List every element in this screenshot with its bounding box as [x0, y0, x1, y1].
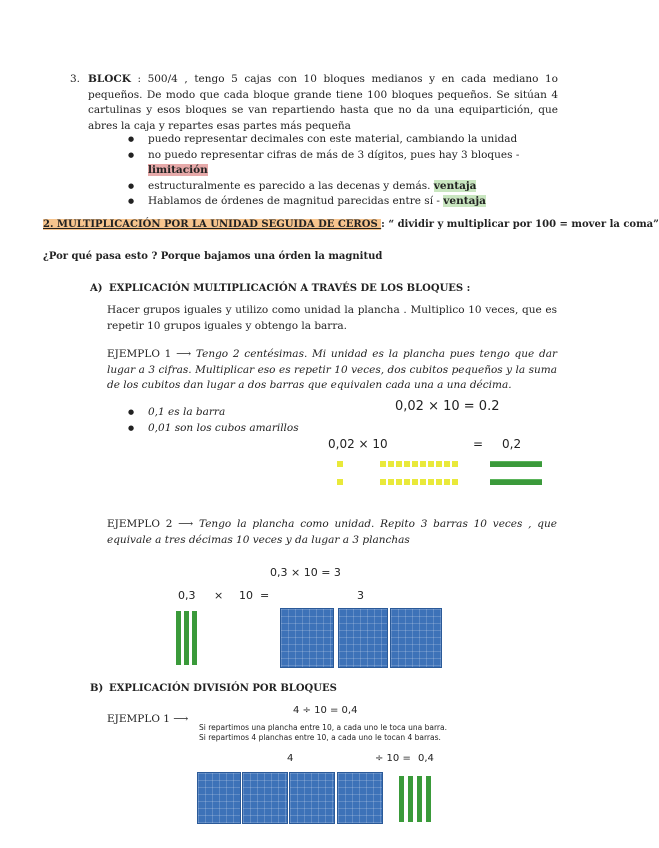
ex2-a: 0,3 — [178, 589, 196, 602]
green-rod — [417, 776, 422, 822]
ex2-eqsign: = — [260, 589, 270, 602]
ex2-b: 10 — [239, 589, 253, 602]
sectionB-right: 0,4 — [418, 753, 434, 764]
blue-plate — [197, 772, 241, 824]
sectionB-example1: EJEMPLO 1 ⟶ — [107, 713, 189, 725]
tag-ventaja: ventaja — [443, 195, 486, 207]
ex1-eqsign: = — [473, 437, 484, 451]
small-cube — [337, 461, 343, 467]
green-bar — [490, 461, 542, 467]
green-rod — [426, 776, 431, 822]
sectionA-title: EXPLICACIÓN MULTIPLICACIÓN A TRAVÉS DE LOS BLOQUES : — [109, 283, 471, 294]
ex1-text: Tengo 2 centésimas. Mi unidad es la plancha pues tengo que dar lugar a 3 cifras. Multiplicar eso es repetir 10 veces, dos cubitos pequeños y la suma de los cubitos dan lugar a dos barras que equivalen cada una a una décima. — [107, 348, 557, 391]
sectionB-letter: B) — [90, 683, 104, 694]
sectionB-left: 4 — [287, 753, 294, 764]
sectionB-note1: Si repartimos una plancha entre 10, a cada uno le toca una barra. — [199, 723, 447, 732]
item3-label: BLOCK — [88, 73, 131, 85]
ex2-equation: 0,3 × 10 = 3 — [270, 566, 341, 579]
cube-row — [380, 461, 460, 467]
green-rod — [408, 776, 413, 822]
cube-row — [380, 479, 460, 485]
ex1-left: 0,02 × 10 — [328, 437, 388, 451]
blue-plate — [289, 772, 335, 824]
blue-plate — [338, 608, 388, 668]
sectionA-letter: A) — [90, 283, 103, 294]
sectionB-note2: Si repartimos 4 planchas entre 10, a cada uno le tocan 4 barras. — [199, 733, 441, 742]
list-item: ● 0,01 son los cubos amarillos — [128, 421, 328, 437]
green-rod — [192, 611, 197, 665]
tag-limitacion: limitación — [148, 164, 208, 176]
sectionB-op: ÷ 10 = — [375, 753, 411, 764]
green-rod — [399, 776, 404, 822]
list-item: ● 0,1 es la barra — [128, 405, 328, 421]
sectionA-example1 — [107, 347, 557, 394]
green-rod — [176, 611, 181, 665]
section2-heading — [43, 219, 659, 230]
blue-plate — [337, 772, 383, 824]
section2-question: ¿Por qué pasa esto ? Porque bajamos una órden la magnitud — [43, 251, 383, 262]
green-bar — [490, 479, 542, 485]
blue-plate — [242, 772, 288, 824]
sectionB-equation: 4 ÷ 10 = 0,4 — [293, 705, 358, 716]
list-item: ● puedo representar decimales con este material, cambiando la unidad — [128, 132, 548, 148]
blue-plate — [280, 608, 334, 668]
list-item: ● estructuralmente es parecido a las decenas y demás. ventaja — [128, 179, 548, 195]
ex2-x: × — [214, 589, 224, 602]
list-item: ● Hablamos de órdenes de magnitud parecidas entre sí - ventaja — [128, 194, 548, 210]
sectionA-intro: Hacer grupos iguales y utilizo como unidad la plancha . Multiplico 10 veces, que es repetir 10 grupos iguales y obtengo la barra. — [107, 304, 557, 332]
section2-subtitle: : “ dividir y multiplicar por 100 = mover la coma” — [381, 219, 659, 230]
green-rod — [184, 611, 189, 665]
item3-number: 3. — [70, 73, 81, 85]
item3-paragraph — [88, 72, 558, 134]
ex1-label: EJEMPLO 1 ⟶ — [107, 348, 196, 360]
tag-ventaja: ventaja — [433, 179, 477, 192]
ex1-equation: 0,02 × 10 = 0.2 — [395, 399, 500, 414]
section2-title: 2. MULTIPLICACIÓN POR LA UNIDAD SEGUIDA DE CEROS — [43, 219, 382, 230]
feature-list — [128, 132, 548, 210]
sectionB-title: EXPLICACIÓN DIVISIÓN POR BLOQUES — [109, 683, 337, 694]
sectionA-example2 — [107, 517, 557, 548]
ex1-list — [128, 405, 328, 436]
list-item: ● no puedo representar cifras de más de 3 dígitos, pues hay 3 bloques - limitación — [128, 148, 548, 179]
ex2-text: Tengo la plancha como unidad. Repito 3 barras 10 veces , que equivale a tres décimas 10 veces y da lugar a 3 planchas — [107, 518, 557, 546]
item3-text: : 500/4 , tengo 5 cajas con 10 bloques medianos y en cada mediano 1o pequeños. De modo que cada bloque grande tiene 100 bloques pequeños. Se sitúan 4 cartulinas y esos bloques se van repartiendo hasta que no da una equipartición, que abres la caja y repartes esas partes más pequeña — [88, 73, 558, 132]
blue-plate — [390, 608, 442, 668]
ex2-c: 3 — [357, 589, 364, 602]
ex2-label: EJEMPLO 2 ⟶ — [107, 518, 200, 530]
small-cube — [337, 479, 343, 485]
ex1-right: 0,2 — [502, 437, 522, 451]
